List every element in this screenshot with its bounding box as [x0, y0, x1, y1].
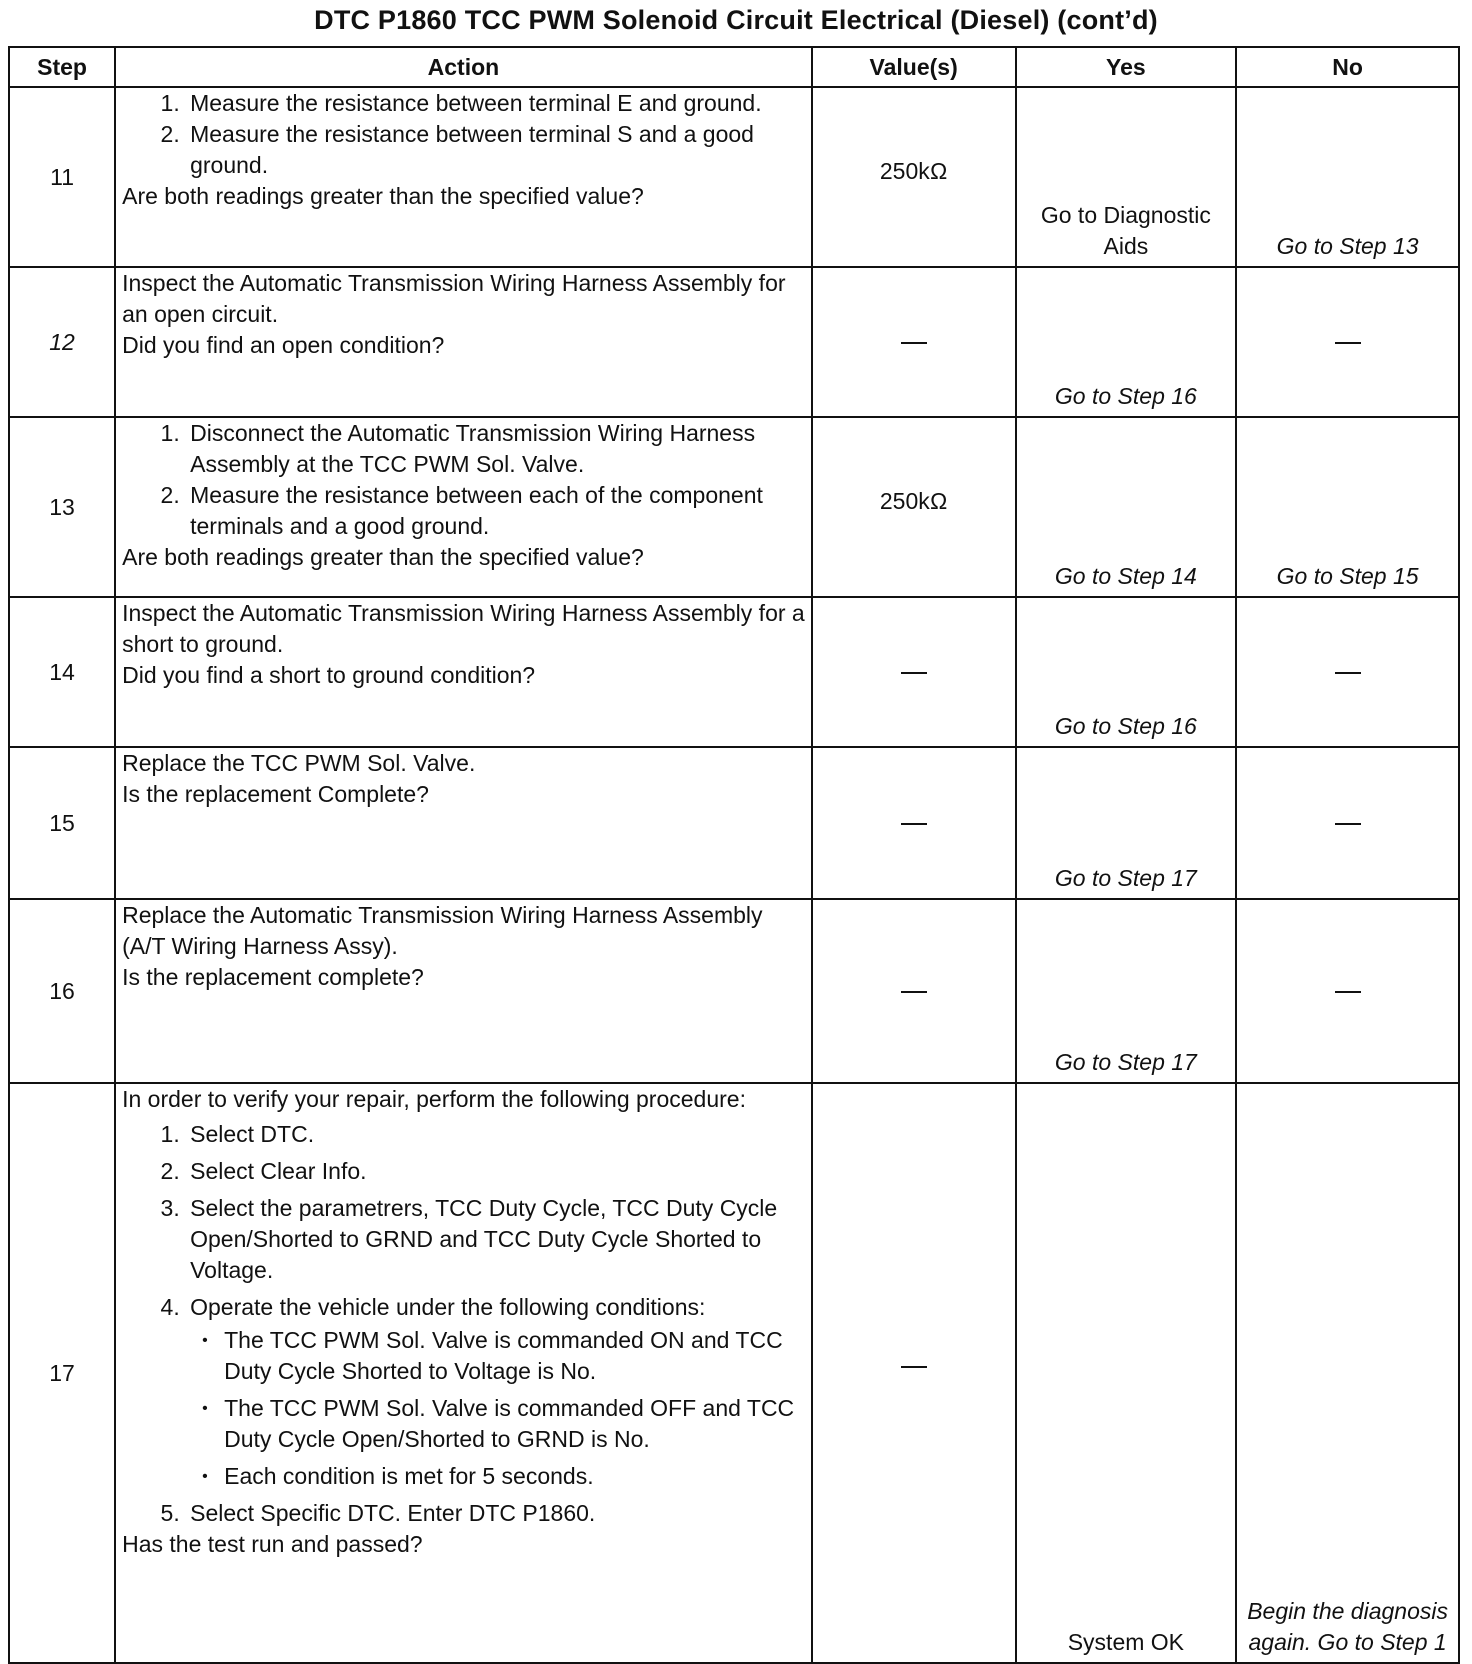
yes-cell: Go to Step 17 [1016, 747, 1237, 899]
header-value: Value(s) [812, 47, 1016, 87]
empty-dash [901, 1366, 927, 1368]
action-question: Is the replacement complete? [122, 964, 424, 990]
value-cell [812, 1083, 1016, 1663]
action-text: Inspect the Automatic Transmission Wiring Harness Assembly for an open circuit. [122, 270, 786, 327]
list-item: 2. Measure the resistance between terminal S and a good ground. [186, 119, 805, 181]
action-cell [115, 87, 812, 267]
header-action: Action [115, 47, 812, 87]
step-number: 11 [9, 87, 115, 267]
bullet-item: • Each condition is met for 5 seconds. [224, 1461, 805, 1492]
value-cell [812, 597, 1016, 747]
action-intro: In order to verify your repair, perform the following procedure: [122, 1086, 746, 1112]
yes-cell: Go to Step 16 [1016, 597, 1237, 747]
value-cell [812, 899, 1016, 1083]
bullet-item: • The TCC PWM Sol. Valve is commanded OFF and TCC Duty Cycle Open/Shorted to GRND is No. [224, 1393, 805, 1455]
action-list [122, 1119, 805, 1529]
step-number: 12 [9, 267, 115, 417]
header-step: Step [9, 47, 115, 87]
action-cell [115, 899, 812, 1083]
step-number: 15 [9, 747, 115, 899]
value-cell: 250kΩ [812, 417, 1016, 597]
no-cell: Begin the diagnosis again. Go to Step 1 [1236, 1083, 1459, 1663]
yes-cell: Go to Step 16 [1016, 267, 1237, 417]
diagnostic-table [8, 46, 1460, 1664]
yes-cell: Go to Step 17 [1016, 899, 1237, 1083]
no-cell [1236, 899, 1459, 1083]
empty-dash [901, 672, 927, 674]
table-row [9, 1083, 1459, 1663]
list-item: 1. Select DTC. [186, 1119, 805, 1150]
header-yes: Yes [1016, 47, 1237, 87]
bullet-item: • The TCC PWM Sol. Valve is commanded ON and TCC Duty Cycle Shorted to Voltage is No. [224, 1325, 805, 1387]
yes-cell: System OK [1016, 1083, 1237, 1663]
no-cell [1236, 747, 1459, 899]
list-item [186, 1292, 805, 1492]
table-row [9, 267, 1459, 417]
condition-list [190, 1325, 805, 1492]
page-title: DTC P1860 TCC PWM Solenoid Circuit Electrical (Diesel) (cont’d) [314, 5, 1158, 35]
value-cell [812, 267, 1016, 417]
empty-dash [1335, 823, 1361, 825]
no-cell: Go to Step 13 [1236, 87, 1459, 267]
action-cell [115, 597, 812, 747]
header-row [9, 47, 1459, 87]
value-cell [812, 747, 1016, 899]
no-cell [1236, 267, 1459, 417]
yes-cell: Go to Step 14 [1016, 417, 1237, 597]
step-number: 16 [9, 899, 115, 1083]
action-question: Did you find an open condition? [122, 332, 445, 358]
step-number: 13 [9, 417, 115, 597]
action-text: Replace the Automatic Transmission Wiring Harness Assembly (A/T Wiring Harness Assy). [122, 902, 763, 959]
list-item: 1. Disconnect the Automatic Transmission Wiring Harness Assembly at the TCC PWM Sol. Valve. [186, 418, 805, 480]
no-cell [1236, 597, 1459, 747]
action-list [122, 418, 805, 542]
empty-dash [1335, 672, 1361, 674]
no-cell: Go to Step 15 [1236, 417, 1459, 597]
table-row [9, 747, 1459, 899]
list-item: 2. Measure the resistance between each of the component terminals and a good ground. [186, 480, 805, 542]
yes-cell: Go to Diagnostic Aids [1016, 87, 1237, 267]
action-cell [115, 1083, 812, 1663]
action-cell [115, 267, 812, 417]
list-item: 5. Select Specific DTC. Enter DTC P1860. [186, 1498, 805, 1529]
action-question: Are both readings greater than the specified value? [122, 544, 644, 570]
empty-dash [1335, 991, 1361, 993]
step-number: 14 [9, 597, 115, 747]
empty-dash [901, 991, 927, 993]
action-text: Inspect the Automatic Transmission Wiring Harness Assembly for a short to ground. [122, 600, 805, 657]
action-cell [115, 747, 812, 899]
table-row [9, 597, 1459, 747]
empty-dash [901, 823, 927, 825]
empty-dash [1335, 342, 1361, 344]
action-question: Is the replacement Complete? [122, 781, 429, 807]
value-cell: 250kΩ [812, 87, 1016, 267]
action-list [122, 88, 805, 181]
action-text: Replace the TCC PWM Sol. Valve. [122, 750, 476, 776]
list-item: 1. Measure the resistance between terminal E and ground. [186, 88, 805, 119]
table-row [9, 899, 1459, 1083]
list-item: 2. Select Clear Info. [186, 1156, 805, 1187]
step-number: 17 [9, 1083, 115, 1663]
action-question: Has the test run and passed? [122, 1531, 423, 1557]
empty-dash [901, 342, 927, 344]
table-row [9, 417, 1459, 597]
header-no: No [1236, 47, 1459, 87]
table-row [9, 87, 1459, 267]
action-question: Are both readings greater than the specified value? [122, 183, 644, 209]
list-item-text: Operate the vehicle under the following conditions: [190, 1294, 706, 1320]
action-cell [115, 417, 812, 597]
action-question: Did you find a short to ground condition? [122, 662, 536, 688]
list-item: 3. Select the parametrers, TCC Duty Cycle, TCC Duty Cycle Open/Shorted to GRND and TCC Duty Cycle Shorted to Voltage. [186, 1193, 805, 1286]
